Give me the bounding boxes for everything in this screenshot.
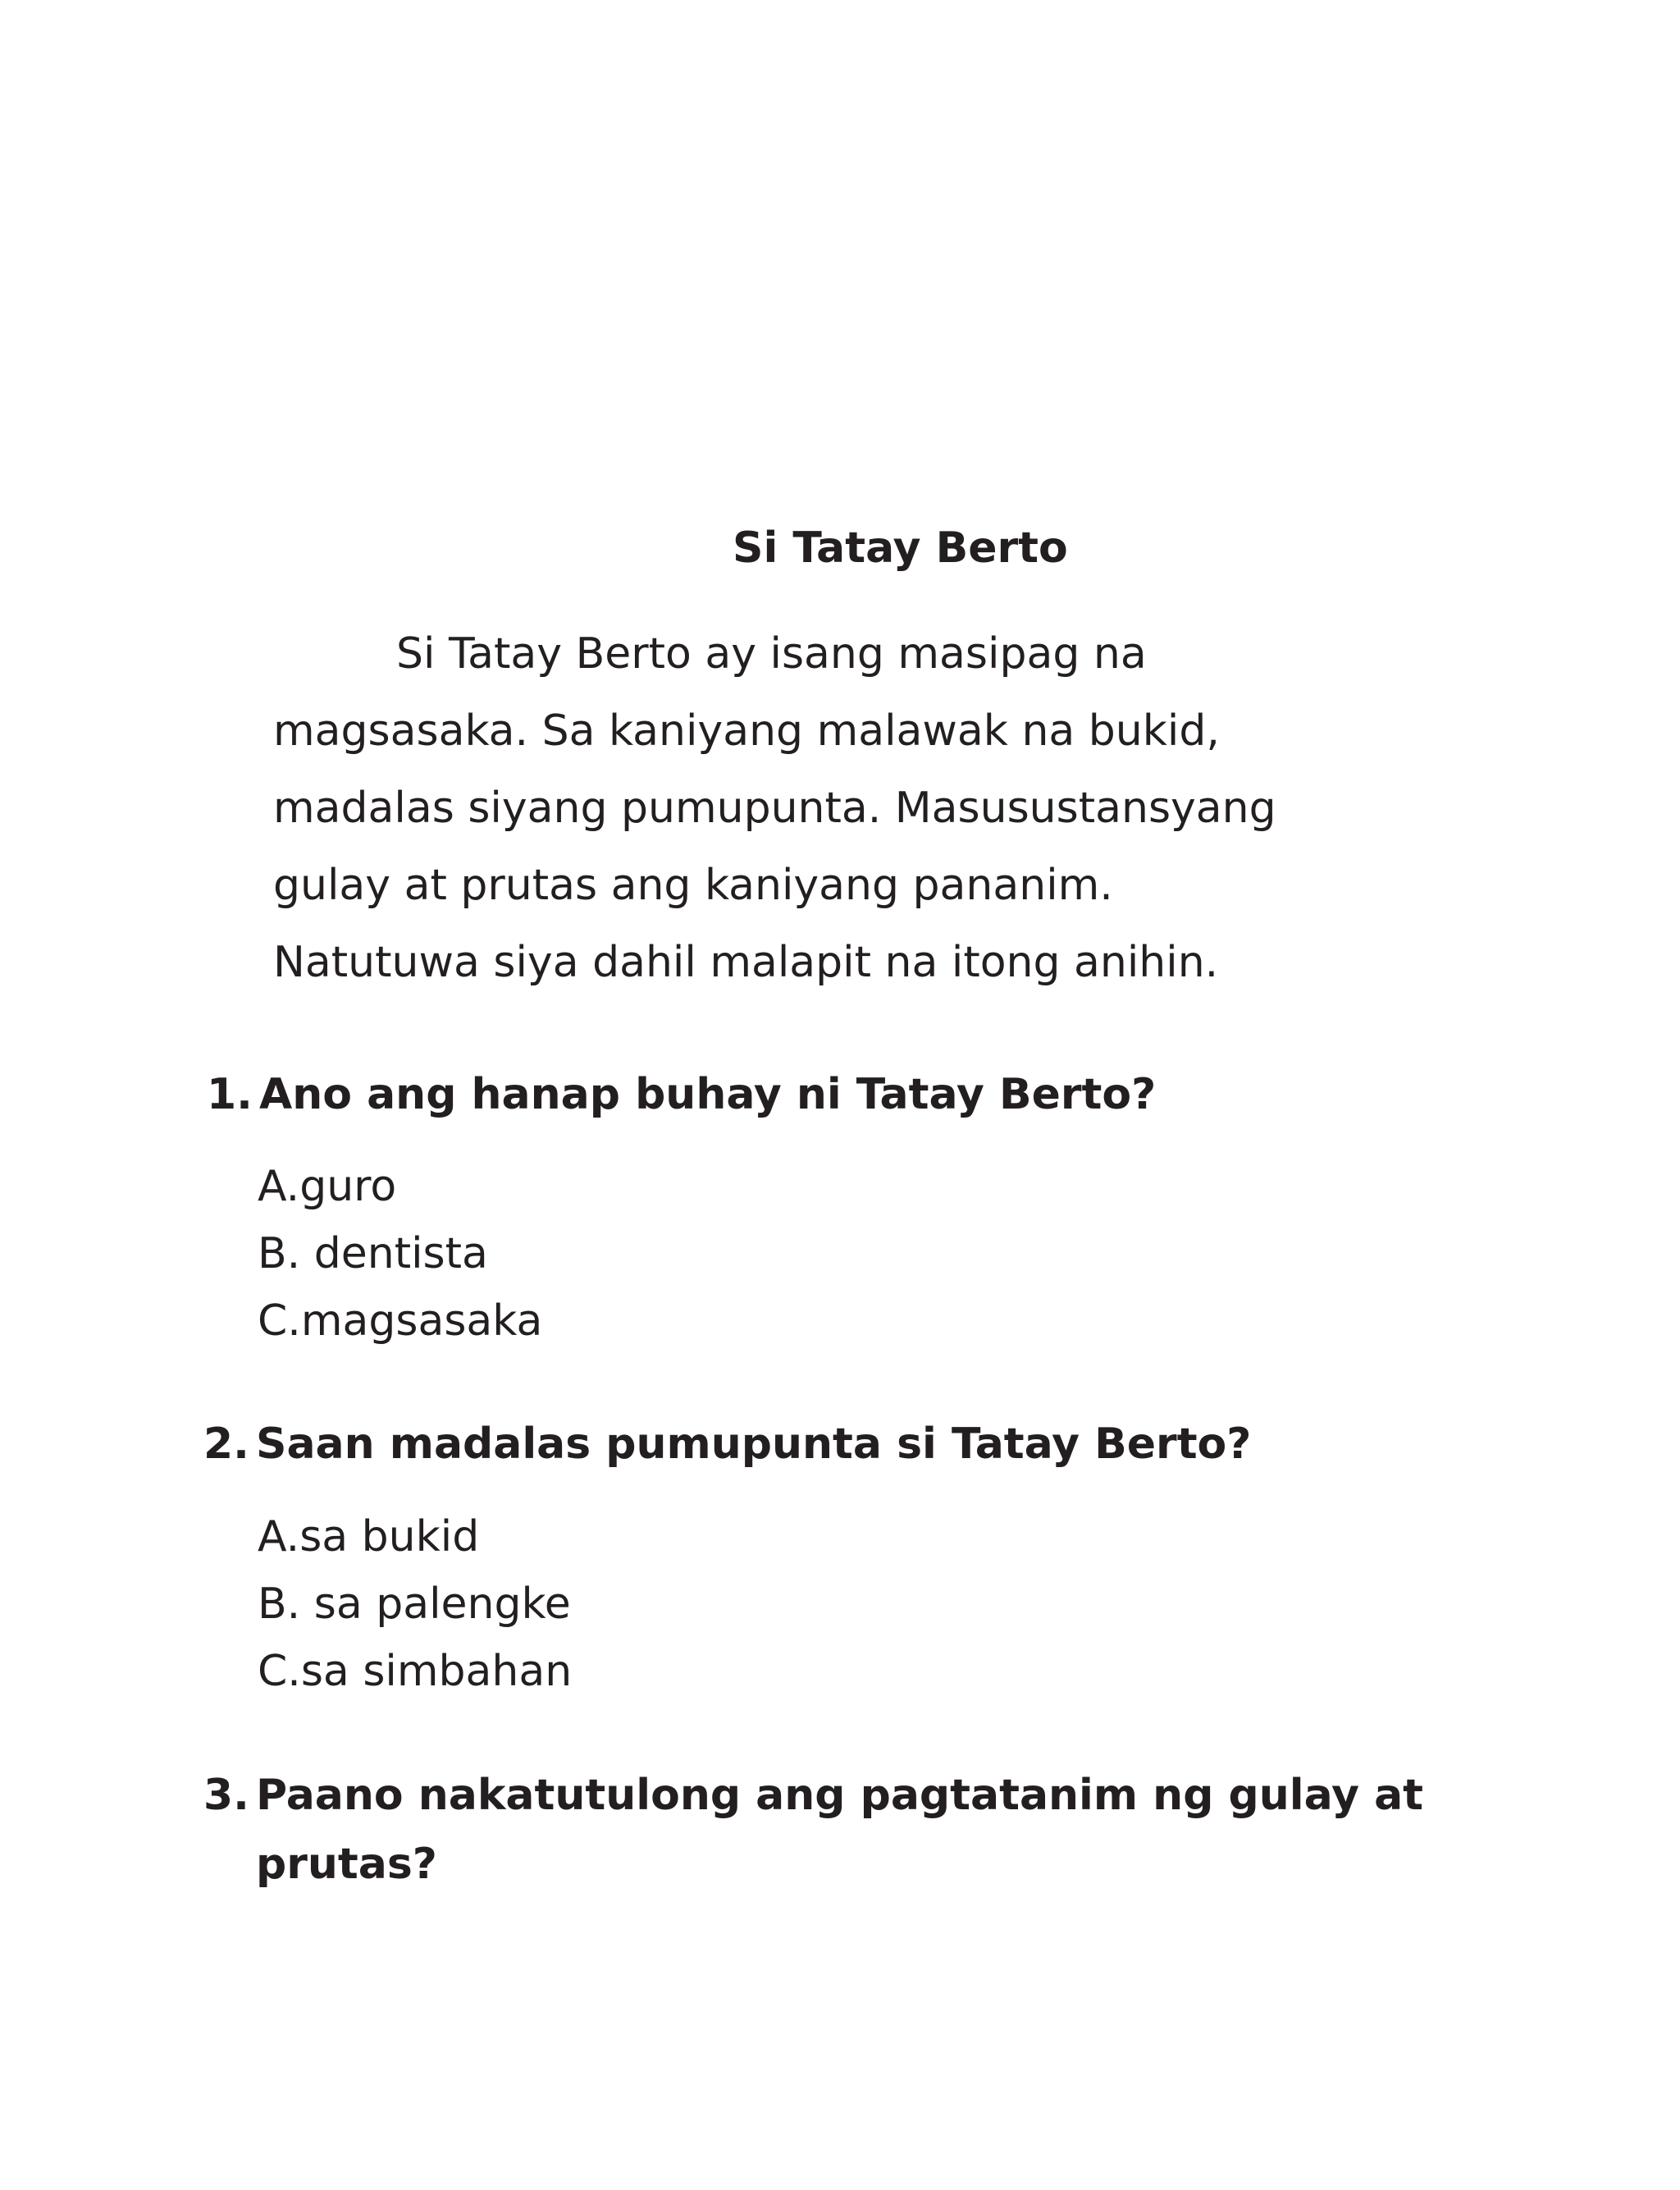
question-text: Saan madalas pumupunta si Tatay Berto? xyxy=(256,1420,1252,1469)
question-number: 2. xyxy=(203,1420,249,1469)
choice-b: B. dentista xyxy=(258,1229,488,1278)
question-text-continued: prutas? xyxy=(256,1840,437,1889)
passage-line: Si Tatay Berto ay isang masipag na xyxy=(396,629,1147,679)
question-number: 3. xyxy=(203,1771,249,1820)
question-3 xyxy=(203,1761,1423,1899)
choice-c: C.magsasaka xyxy=(258,1296,543,1346)
question-number: 1. xyxy=(207,1070,253,1119)
question-1-choices xyxy=(258,1153,542,1355)
choice-c: C.sa simbahan xyxy=(258,1647,573,1696)
question-text: Paano nakatutulong ang pagtatanim ng gulay at xyxy=(256,1771,1424,1820)
story-title: Si Tatay Berto xyxy=(733,523,1068,573)
choice-a: A.sa bukid xyxy=(258,1512,480,1561)
passage-line: magsasaka. Sa kaniyang malawak na bukid, xyxy=(273,706,1220,756)
question-2-choices xyxy=(258,1503,572,1705)
story-passage xyxy=(273,615,1405,1001)
choice-a: A.guro xyxy=(258,1162,397,1211)
passage-line: Natutuwa siya dahil malapit na itong anihin. xyxy=(273,938,1219,987)
question-2 xyxy=(203,1410,1251,1479)
question-text: Ano ang hanap buhay ni Tatay Berto? xyxy=(259,1070,1157,1119)
question-1 xyxy=(207,1060,1156,1129)
choice-b: B. sa palengke xyxy=(258,1580,571,1629)
passage-line: madalas siyang pumupunta. Masusustansyang xyxy=(273,784,1276,833)
passage-line: gulay at prutas ang kaniyang pananim. xyxy=(273,861,1113,910)
